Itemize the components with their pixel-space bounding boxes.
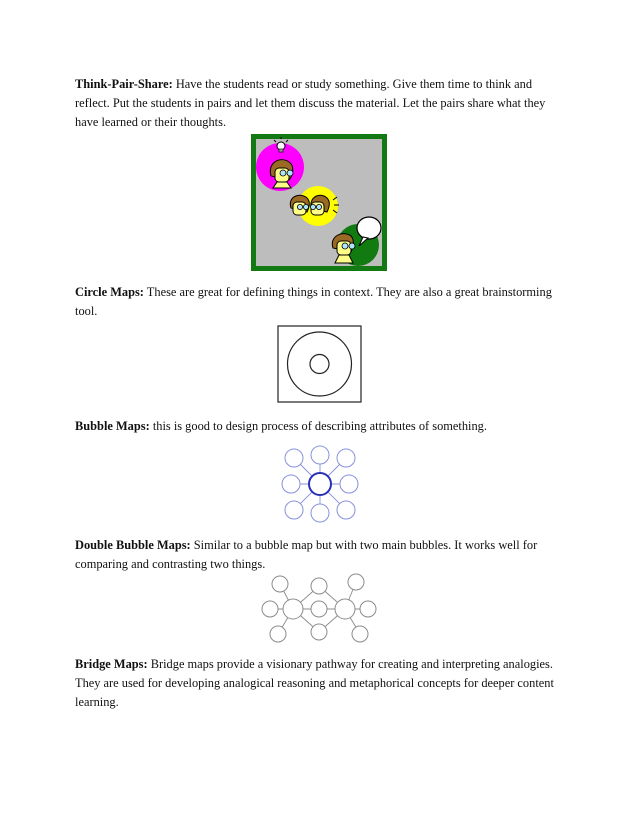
circle-map-frame [278, 326, 361, 402]
bubble-attribute [285, 449, 303, 467]
bridge-maps-text: Bridge maps provide a visionary pathway for creating and interpreting analogies. They are used for developing analogical reasoning and metaphorical concepts for deeper content learning. [75, 657, 554, 709]
double-bubble-attribute [270, 626, 286, 642]
double-bubble-shared [311, 624, 327, 640]
circle-maps-paragraph [75, 283, 567, 321]
think-pair-share-paragraph [75, 75, 567, 132]
double-bubble-attribute [352, 626, 368, 642]
bridge-maps-term: Bridge Maps: [75, 657, 148, 671]
double-bubble-attribute [360, 601, 376, 617]
double-bubble-main-left [283, 599, 303, 619]
bubble-attribute [311, 446, 329, 464]
think-pair-share-text: Have the students read or study something. Give them time to think and reflect. Put the students in pairs and let them discuss the material. Let the pairs share what they have learned or their thoughts. [75, 77, 546, 129]
double-bubble-attribute [272, 576, 288, 592]
circle-maps-term: Circle Maps: [75, 285, 144, 299]
bubble-attribute [337, 501, 355, 519]
double-bubble-shared [311, 578, 327, 594]
bubble-center [309, 473, 331, 495]
bridge-maps-paragraph [75, 655, 567, 712]
double-bubble-main-right [335, 599, 355, 619]
bubble-attribute [285, 501, 303, 519]
circle-maps-text: These are great for defining things in context. They are also a great brainstorming tool. [75, 285, 552, 318]
double-bubble-attribute [348, 574, 364, 590]
bubble-maps-paragraph [75, 417, 567, 436]
bubble-attribute [311, 504, 329, 522]
bubble-maps-text: this is good to design process of describing attributes of something. [149, 419, 487, 433]
double-bubble-shared [311, 601, 327, 617]
double-bubble-attribute [262, 601, 278, 617]
bubble-attribute [337, 449, 355, 467]
bubble-attribute [282, 475, 300, 493]
double-bubble-maps-paragraph [75, 536, 567, 574]
double-bubble-map-diagram [260, 572, 380, 644]
bubble-map-diagram [280, 445, 360, 523]
bubble-attribute [340, 475, 358, 493]
think-pair-share-term: Think-Pair-Share: [75, 77, 173, 91]
bubble-maps-term: Bubble Maps: [75, 419, 150, 433]
think-pair-share-illustration [251, 134, 387, 271]
double-bubble-maps-term: Double Bubble Maps: [75, 538, 191, 552]
circle-map-diagram [277, 325, 362, 403]
double-bubble-maps-text: Similar to a bubble map but with two main bubbles. It works well for comparing and contrasting two things. [75, 538, 538, 571]
